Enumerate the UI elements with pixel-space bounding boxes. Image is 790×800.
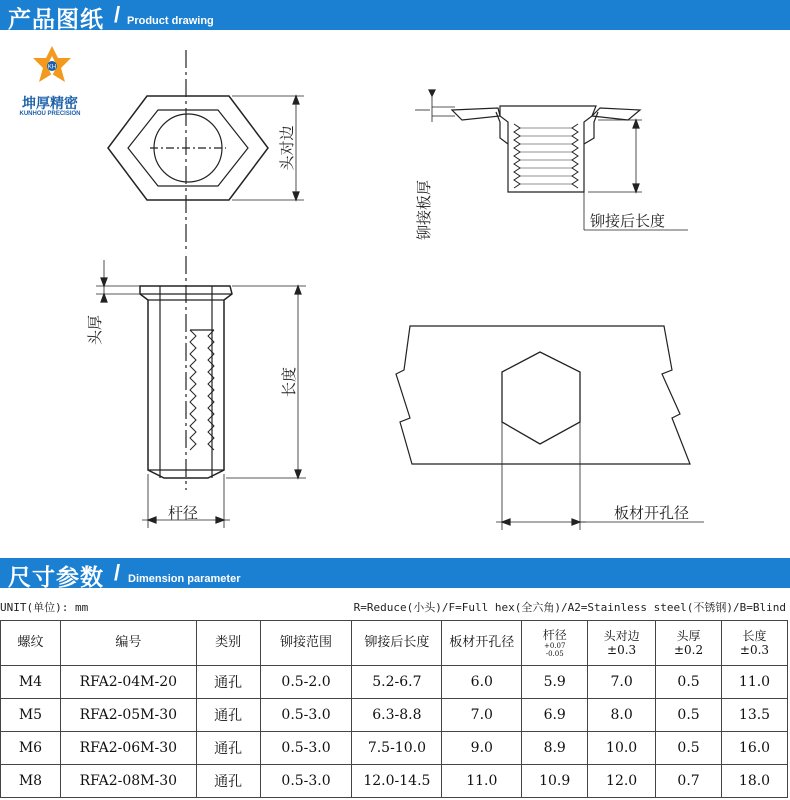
- cell-length: 13.5: [722, 699, 788, 732]
- cell-head-flats: 7.0: [588, 666, 656, 699]
- cell-length-after: 5.2-6.7: [352, 666, 442, 699]
- label-plate-hole-diameter: 板材开孔径: [614, 504, 690, 522]
- col-rivet-range: 铆接范围: [260, 621, 352, 666]
- dimension-parameter-subtitle: Dimension parameter: [128, 573, 241, 585]
- col-shank-tol-lower: -0.05: [545, 650, 564, 658]
- label-length-after-riveting: 铆接后长度: [590, 212, 666, 230]
- product-drawing-title: 产品图纸: [8, 6, 104, 33]
- cell-length: 11.0: [722, 666, 788, 699]
- col-length-label: 长度: [742, 629, 767, 643]
- col-length-after: 铆接后长度: [352, 621, 442, 666]
- cell-length: 16.0: [722, 732, 788, 765]
- cell-shank: 5.9: [522, 666, 588, 699]
- cell-length-after: 12.0-14.5: [352, 765, 442, 798]
- product-drawing-subtitle: Product drawing: [127, 15, 214, 27]
- cell-length-after: 6.3-8.8: [352, 699, 442, 732]
- cell-shank: 10.9: [522, 765, 588, 798]
- logo-name-cn: 坤厚精密: [22, 96, 78, 112]
- table-row: [1, 666, 788, 699]
- cell-type: 通孔: [196, 732, 260, 765]
- table-row: [1, 765, 788, 798]
- col-head-thick-tol: ±0.2: [673, 643, 704, 657]
- col-head-thick-label: 头厚: [676, 629, 701, 643]
- product-drawing-header: [0, 0, 790, 33]
- cell-rivet-range: 0.5-2.0: [260, 666, 352, 699]
- cell-type: 通孔: [196, 765, 260, 798]
- cell-length-after: 7.5-10.0: [352, 732, 442, 765]
- col-length-tol: ±0.3: [739, 643, 770, 657]
- cell-head-flats: 8.0: [588, 699, 656, 732]
- cell-plate-hole: 7.0: [442, 699, 522, 732]
- label-head-across-flats: 头对边: [278, 125, 296, 171]
- legend-note: R=Reduce(小头)/F=Full hex(全六角)/A2=Stainless steel(不锈钢)/B=Blind: [353, 601, 786, 614]
- col-shank-tol-upper: +0.07: [543, 642, 566, 650]
- cell-head-thick: 0.5: [656, 666, 722, 699]
- svg-text:KH: KH: [47, 64, 57, 71]
- table-row: [1, 732, 788, 765]
- cell-thread: M8: [1, 765, 61, 798]
- hex-top-view: [108, 50, 304, 250]
- cell-rivet-range: 0.5-3.0: [260, 699, 352, 732]
- cell-plate-hole: 6.0: [442, 666, 522, 699]
- cell-type: 通孔: [196, 699, 260, 732]
- cell-plate-hole: 11.0: [442, 765, 522, 798]
- unit-note: UNIT(单位): mm: [0, 601, 89, 614]
- cell-shank: 8.9: [522, 732, 588, 765]
- plate-hole-view: [396, 326, 704, 530]
- cell-code: RFA2-06M-30: [60, 732, 196, 765]
- col-code: 编号: [60, 621, 196, 666]
- cell-length: 18.0: [722, 765, 788, 798]
- col-thread: 螺纹: [1, 621, 61, 666]
- cell-thread: M5: [1, 699, 61, 732]
- cell-code: RFA2-04M-20: [60, 666, 196, 699]
- cell-head-thick: 0.7: [656, 765, 722, 798]
- label-head-thickness: 头厚: [86, 314, 104, 346]
- col-shank: [522, 621, 588, 666]
- label-length: 长度: [280, 366, 298, 398]
- cell-head-thick: 0.5: [656, 699, 722, 732]
- cell-head-thick: 0.5: [656, 732, 722, 765]
- cell-head-flats: 10.0: [588, 732, 656, 765]
- col-head-flats-label: 头对边: [603, 629, 640, 643]
- col-type: 类别: [196, 621, 260, 666]
- col-plate-hole: 板材开孔径: [442, 621, 522, 666]
- col-head-flats-tol: ±0.3: [607, 643, 637, 657]
- table-header-row: [1, 621, 788, 666]
- cell-code: RFA2-08M-30: [60, 765, 196, 798]
- col-head-thick: [656, 621, 722, 666]
- col-shank-label: 杆径: [542, 628, 567, 642]
- logo-name-en: KUNHOU PRECISION: [19, 111, 81, 117]
- cell-thread: M4: [1, 666, 61, 699]
- cell-head-flats: 12.0: [588, 765, 656, 798]
- cell-type: 通孔: [196, 666, 260, 699]
- header-slash: /: [114, 2, 121, 27]
- cell-code: RFA2-05M-30: [60, 699, 196, 732]
- dimension-table: [0, 620, 788, 798]
- dimension-parameter-title: 尺寸参数: [8, 564, 104, 591]
- cell-plate-hole: 9.0: [442, 732, 522, 765]
- cell-rivet-range: 0.5-3.0: [260, 732, 352, 765]
- nut-side-view: [96, 256, 306, 528]
- header-slash: /: [114, 560, 121, 585]
- cell-rivet-range: 0.5-3.0: [260, 765, 352, 798]
- col-length: [722, 621, 788, 666]
- table-row: [1, 699, 788, 732]
- label-rivet-plate-thickness: 铆接板厚: [415, 179, 433, 241]
- product-drawing: [0, 30, 790, 558]
- cell-thread: M6: [1, 732, 61, 765]
- installed-side-view: [415, 90, 688, 230]
- dimension-parameter-header: [0, 558, 790, 591]
- label-shank-diameter: 杆径: [168, 504, 199, 522]
- col-head-flats: [588, 621, 656, 666]
- cell-shank: 6.9: [522, 699, 588, 732]
